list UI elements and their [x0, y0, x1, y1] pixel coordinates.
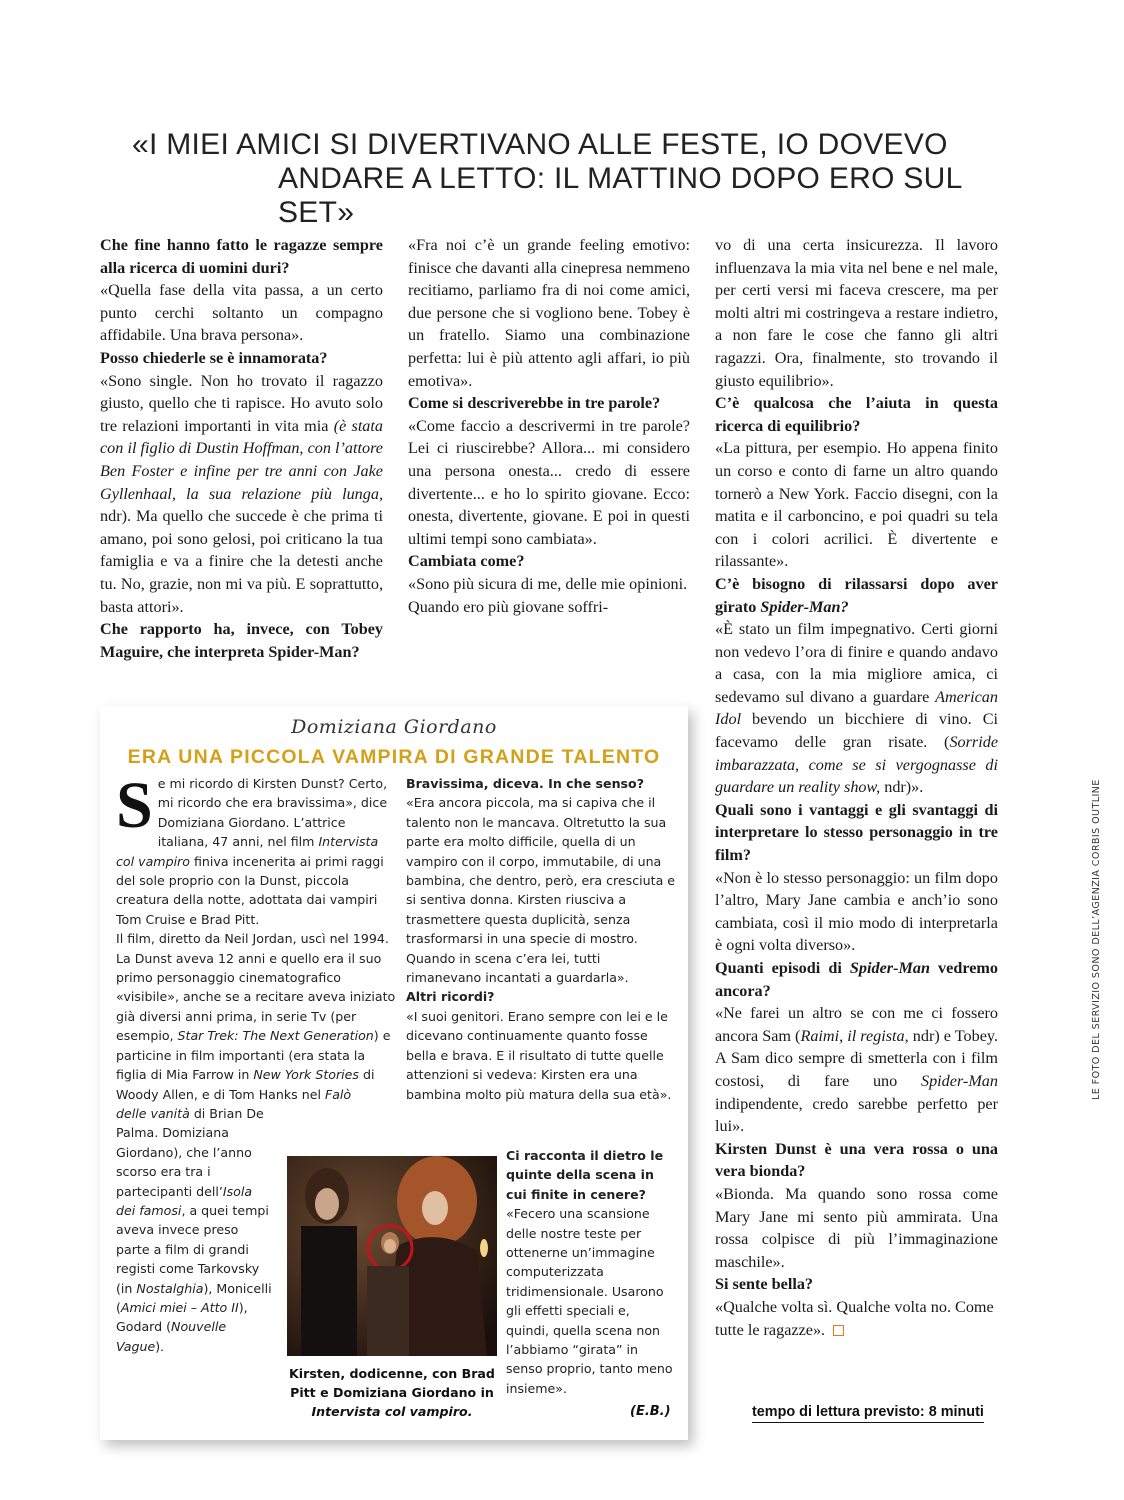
question: Posso chiederle se è innamorata?	[100, 348, 328, 367]
end-of-article-icon	[833, 1325, 844, 1336]
sidebar-paragraph: Se mi ricordo di Kirsten Dunst? Certo, mi ricordo che era bravissima», dice Domiziana Giordano. L’attrice italiana, 47 anni, nel film Intervista col vampiro finiva incenerita ai primi raggi del sole proprio con la Dunst, piccola creatura della notte, adottata dai vampiri Tom Cruise e Brad Pitt.	[116, 769, 388, 927]
answer: «Fra noi c’è un grande feeling emotivo: finisce che davanti alla cinepresa nemmeno recitiamo, parliamo fra di noi come amici, due persone che si vogliono bene. Tobey è un fratello. Siamo una combinazione perfetta: lui è più attento agli affari, io più emotiva».	[408, 236, 690, 390]
pull-quote-line-2: ANDARE A LETTO: IL MATTINO DOPO ERO SUL SET»	[278, 162, 962, 229]
interview-column-3	[715, 234, 998, 1341]
question: C’è bisogno di rilassarsi dopo aver girato Spider-Man?	[715, 574, 998, 616]
drop-cap: S	[116, 769, 153, 842]
interview-column-1	[100, 234, 383, 663]
answer: «Qualche volta sì. Qualche volta no. Come tutte le ragazze».	[715, 1297, 994, 1339]
question: Che fine hanno fatto le ragazze sempre alla ricerca di uomini duri?	[100, 236, 383, 277]
question: Che rapporto ha, invece, con Tobey Maguire, che interpreta Spider-Man?	[100, 620, 383, 661]
interview-column-2	[408, 234, 690, 618]
answer: «Ne farei un altro se con me ci fossero ancora Sam (Raimi, il regista, ndr) e Tobey. A Sam dico sempre di smetterla con i film costosi, di fare uno Spider-Man indipendente, credo sarebbe perfetto per lui».	[715, 1004, 998, 1136]
sidebar-question: Bravissima, diceva. In che senso?	[406, 776, 644, 791]
question: Kirsten Dunst è una vera rossa o una vera bionda?	[715, 1139, 998, 1181]
question: Cambiata come?	[408, 552, 525, 571]
answer: «Bionda. Ma quando sono rossa come Mary Jane mi sento più ammirata. Una rossa colpisce di più l’immaginazione maschile».	[715, 1184, 998, 1271]
sidebar-paragraph-narrow: delle vanità di Brian De Palma. Domiziana Giordano), che l’anno scorso era tra i partecipanti dell’Isola dei famosi, a quei tempi aveva invece preso parte a film di grandi registi come Tarkovsky (in Nostalghia), Monicelli (Amici miei – Atto II), Godard (Nouvelle Vague).	[116, 1105, 272, 1354]
question: Si sente bella?	[715, 1275, 814, 1294]
pull-quote	[118, 128, 998, 230]
pull-quote-line-1: «I MIEI AMICI SI DIVERTIVANO ALLE FESTE, IO DOVEVO	[132, 128, 948, 161]
reading-time: tempo di lettura previsto: 8 minuti	[752, 1404, 984, 1423]
question: Come si descriverebbe in tre parole?	[408, 394, 661, 413]
sidebar-answer: «Era ancora piccola, ma si capiva che il talento non le mancava. Oltretutto la sua parte era molto difficile, quella di un vampiro con il corpo, immutabile, di una bambina, che dentro, però, era cresciuta e si sentiva donna. Kirsten riusciva a trasmettere questa duplicità, senza trasformarsi in una specie di mostro. Quando in scena c’era lei, tutti rimanevano incantati a guardarla».	[406, 795, 676, 986]
sidebar-question: Altri ricordi?	[406, 989, 495, 1005]
photo-credit: LE FOTO DEL SERVIZIO SONO DELL’AGENZIA CORBIS OUTLINE	[1091, 779, 1102, 1100]
film-still-photo	[287, 1156, 497, 1356]
answer: «Sono single. Non ho trovato il ragazzo giusto, quello che ti rapisce. Ho avuto solo tre relazioni importanti in vita mia (è stata con il figlio di Dustin Hoffman, con l’attore Ben Foster e infine per tre anni con Jake Gyllenhaal, la sua relazione più lunga, ndr). Ma quello che succede è che prima ti amano, poi sono gelosi, poi criticano la tua famiglia e va a finire che la detesti anche tu. No, grazie, non mi va più. E soprattutto, basta attori».	[100, 371, 383, 616]
answer: «Sono più sicura di me, delle mie opinioni. Quando ero più giovane soffri-	[408, 574, 688, 616]
answer: «Come faccio a descrivermi in tre parole? Lei ci riuscirebbe? Allora... mi considero una persona onesta... credo di essere divertente... e ho lo spirito giovane. Ecco: onesta, divertente, giovane. E poi in questi ultimi tempi sono cambiata».	[408, 416, 690, 548]
answer: «Non è lo stesso personaggio: un film dopo l’altro, Mary Jane cambia e anch’io sono cambiata, così il mio modo di interpretarla è ogni volta diverso».	[715, 868, 998, 955]
sidebar-answer: «Fecero una scansione delle nostre teste per ottenerne un’immagine computerizzata tridimensionale. Usarono gli effetti speciali e, quindi, quella scena non l’abbiamo “girata” in senso proprio, tanto meno insieme».	[506, 1206, 673, 1396]
sidebar-paragraph: Il film, diretto da Neil Jordan, uscì nel 1994. La Dunst aveva 12 anni e quello era il suo primo personaggio cinematografico «visibile», anche se a recitare aveva iniziato già diversi anni prima, in serie Tv (per esempio, Star Trek: The Next Generation) e particine in film importanti (era stata la figlia di Mia Farrow in New York Stories di Woody Allen, e di Tom Hanks nel Falò	[116, 931, 396, 1102]
question: Quali sono i vantaggi e gli svantaggi di interpretare lo stesso personaggio in tre film?	[715, 800, 998, 865]
question: C’è qualcosa che l’aiuta in questa ricerca di equilibrio?	[715, 394, 998, 435]
sidebar-column-2	[406, 774, 676, 1104]
sidebar-title: ERA UNA PICCOLA VAMPIRA DI GRANDE TALENTO	[127, 746, 661, 768]
question: Quanti episodi di Spider-Man vedremo ancora?	[715, 959, 998, 1000]
answer: «Quella fase della vita passa, a un certo punto cerchi soltanto un compagno affidabile. Una brava persona».	[100, 281, 383, 345]
sidebar-answer: «I suoi genitori. Erano sempre con lei e le dicevano continuamente quanto fosse bella e brava. E il risultato di tutte quelle attenzioni si vedeva: Kirsten era una bambina molto più matura della sua età».	[406, 1008, 672, 1102]
answer: «È stato un film impegnativo. Certi giorni non vedevo l’ora di finire e quando andavo a casa, con la mia migliore amica, ci sedevamo sul divano a guardare American Idol bevendo un bicchiere di vino. Ci facevamo delle gran risate. (Sorride imbarazzata, come se si vergognasse di guardare un reality show, ndr)».	[715, 620, 998, 797]
sidebar-column-3	[506, 1146, 676, 1398]
answer: «La pittura, per esempio. Ho appena finito un corso e conto di farne un altro quando tornerò a New York. Faccio disegni, con la matita e il carboncino, e poi quadri su tela con i colori acrilici. È divertente e rilassante».	[715, 439, 998, 571]
sidebar-byline: Domiziana Giordano	[291, 716, 497, 738]
answer: vo di una certa insicurezza. Il lavoro influenzava la mia vita nel bene e nel male, per certi versi mi faceva crescere, ma per molti altri mi costringeva a restare indietro, a non fare le cose che fanno gli altri ragazzi. Ora, finalmente, sto trovando il giusto equilibrio».	[715, 236, 998, 390]
sidebar-question: Ci racconta il dietro le quinte della scena in cui finite in cenere?	[506, 1148, 664, 1202]
photo-caption: Kirsten, dodicenne, con Brad Pitt e Domiziana Giordano in Intervista col vampiro.	[289, 1366, 495, 1419]
sidebar-signature: (E.B.)	[630, 1404, 671, 1419]
